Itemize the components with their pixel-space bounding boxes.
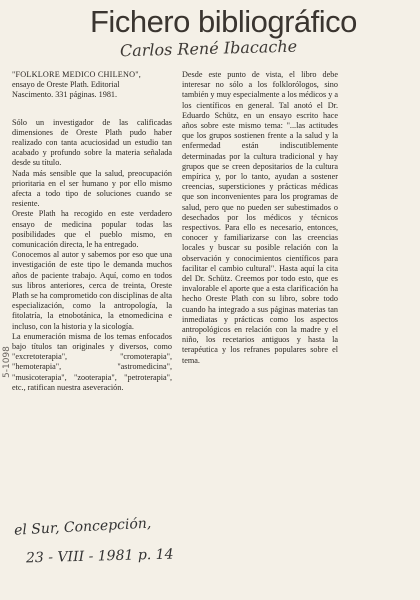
article-paragraph: Conocemos al autor y sabemos por eso que una investigación de este tipo le demanda muchos años de paciente trabajo. Aquí, como en todos sus libros anteriores, cerca de treinta, Oreste Plath se ha comprometido con disciplinas de alta especialización, como la antropología, la fitolatría, la etnobotánica, la etnomedicina e incluso, con la historia y la sicología. bbox=[12, 250, 172, 331]
right-column bbox=[182, 70, 338, 366]
handwritten-side-note: 5-1098 bbox=[2, 346, 12, 378]
left-column bbox=[12, 70, 172, 393]
book-details-line: Nascimento. 331 páginas. 1981. bbox=[12, 90, 118, 100]
book-title-line: "FOLKLORE MEDICO CHILENO", bbox=[12, 70, 142, 79]
book-reference bbox=[12, 70, 172, 101]
article-paragraph: Sólo un investigador de las calificadas dimensiones de Oreste Plath pudo haber realizado con tanta acuciosidad un estudio tan acabado y profundo sobre la materia señalada desde su título. bbox=[12, 117, 172, 168]
handwritten-author: Carlos René Ibacache bbox=[119, 36, 298, 61]
handwritten-source: el Sur, Concepción, bbox=[13, 515, 152, 539]
article-paragraph: Oreste Plath ha recogido en este verdadero ensayo de medicina popular todas las posibilidades que el pueblo mismo, en comunicación directa, le ha entregado. bbox=[12, 209, 172, 250]
article-paragraph: La enumeración misma de los temas enfocados bajo títulos tan originales y diversos, como "excretoterapia", "cromoterapia", "hemoterapia", "astromedicina", "musicoterapia", "zooterapia", "petroterapia", etc., ratifican nuestra aseveración. bbox=[12, 331, 172, 392]
masthead-title: Fichero bibliográfico bbox=[90, 4, 357, 39]
book-publisher-line: ensayo de Oreste Plath. Editorial bbox=[12, 80, 120, 90]
article-paragraph: Desde este punto de vista, el libro debe interesar no sólo a los folklorólogos, sino también y muy especialmente a los médicos y a los científicos en general. Tal anotó el Dr. Eduardo Schütz, en un ensayo escrito hace años sobre este mismo tema: "...las actitudes que los grupos sostienen frente a la salud y la enfermedad están indiscutiblemente determinadas por la cultura tradicional y hay grupos que se creen depositarios de la cultura empírica y, por lo tanto, ayudan a sostener creencias, supersticiones y prácticas médicas que son inconvenientes para los programas de salud, pero que no pueden ser subestimados o desechados por los médicos y técnicos respectivos. Para ello es necesario, entonces, conocer y familiarizarse con las creencias locales y buscar su posible relación con la observación y conocimientos científicos para facilitar el cambio cultural". Hasta aquí la cita del Dr. Schütz. Creemos por todo esto, que es invalorable el aporte que a esta clarificación ha hecho Oreste Plath con su libro, sobre todo cuando ha integrado a sus páginas materias tan inmediatas y prácticas como los aspectos antropológicos en relación con la madre y el niño, los recetarios antiguos y hasta la terapéutica y los refranes populares sobre el tema. bbox=[182, 70, 338, 365]
article-paragraph: Nada más sensible que la salud, preocupación prioritaria en el ser humano y por ello mismo afecta a todo tipo de soluciones cuando se resiente. bbox=[12, 168, 172, 209]
handwritten-date: 23 - VIII - 1981 p. 14 bbox=[25, 546, 174, 567]
